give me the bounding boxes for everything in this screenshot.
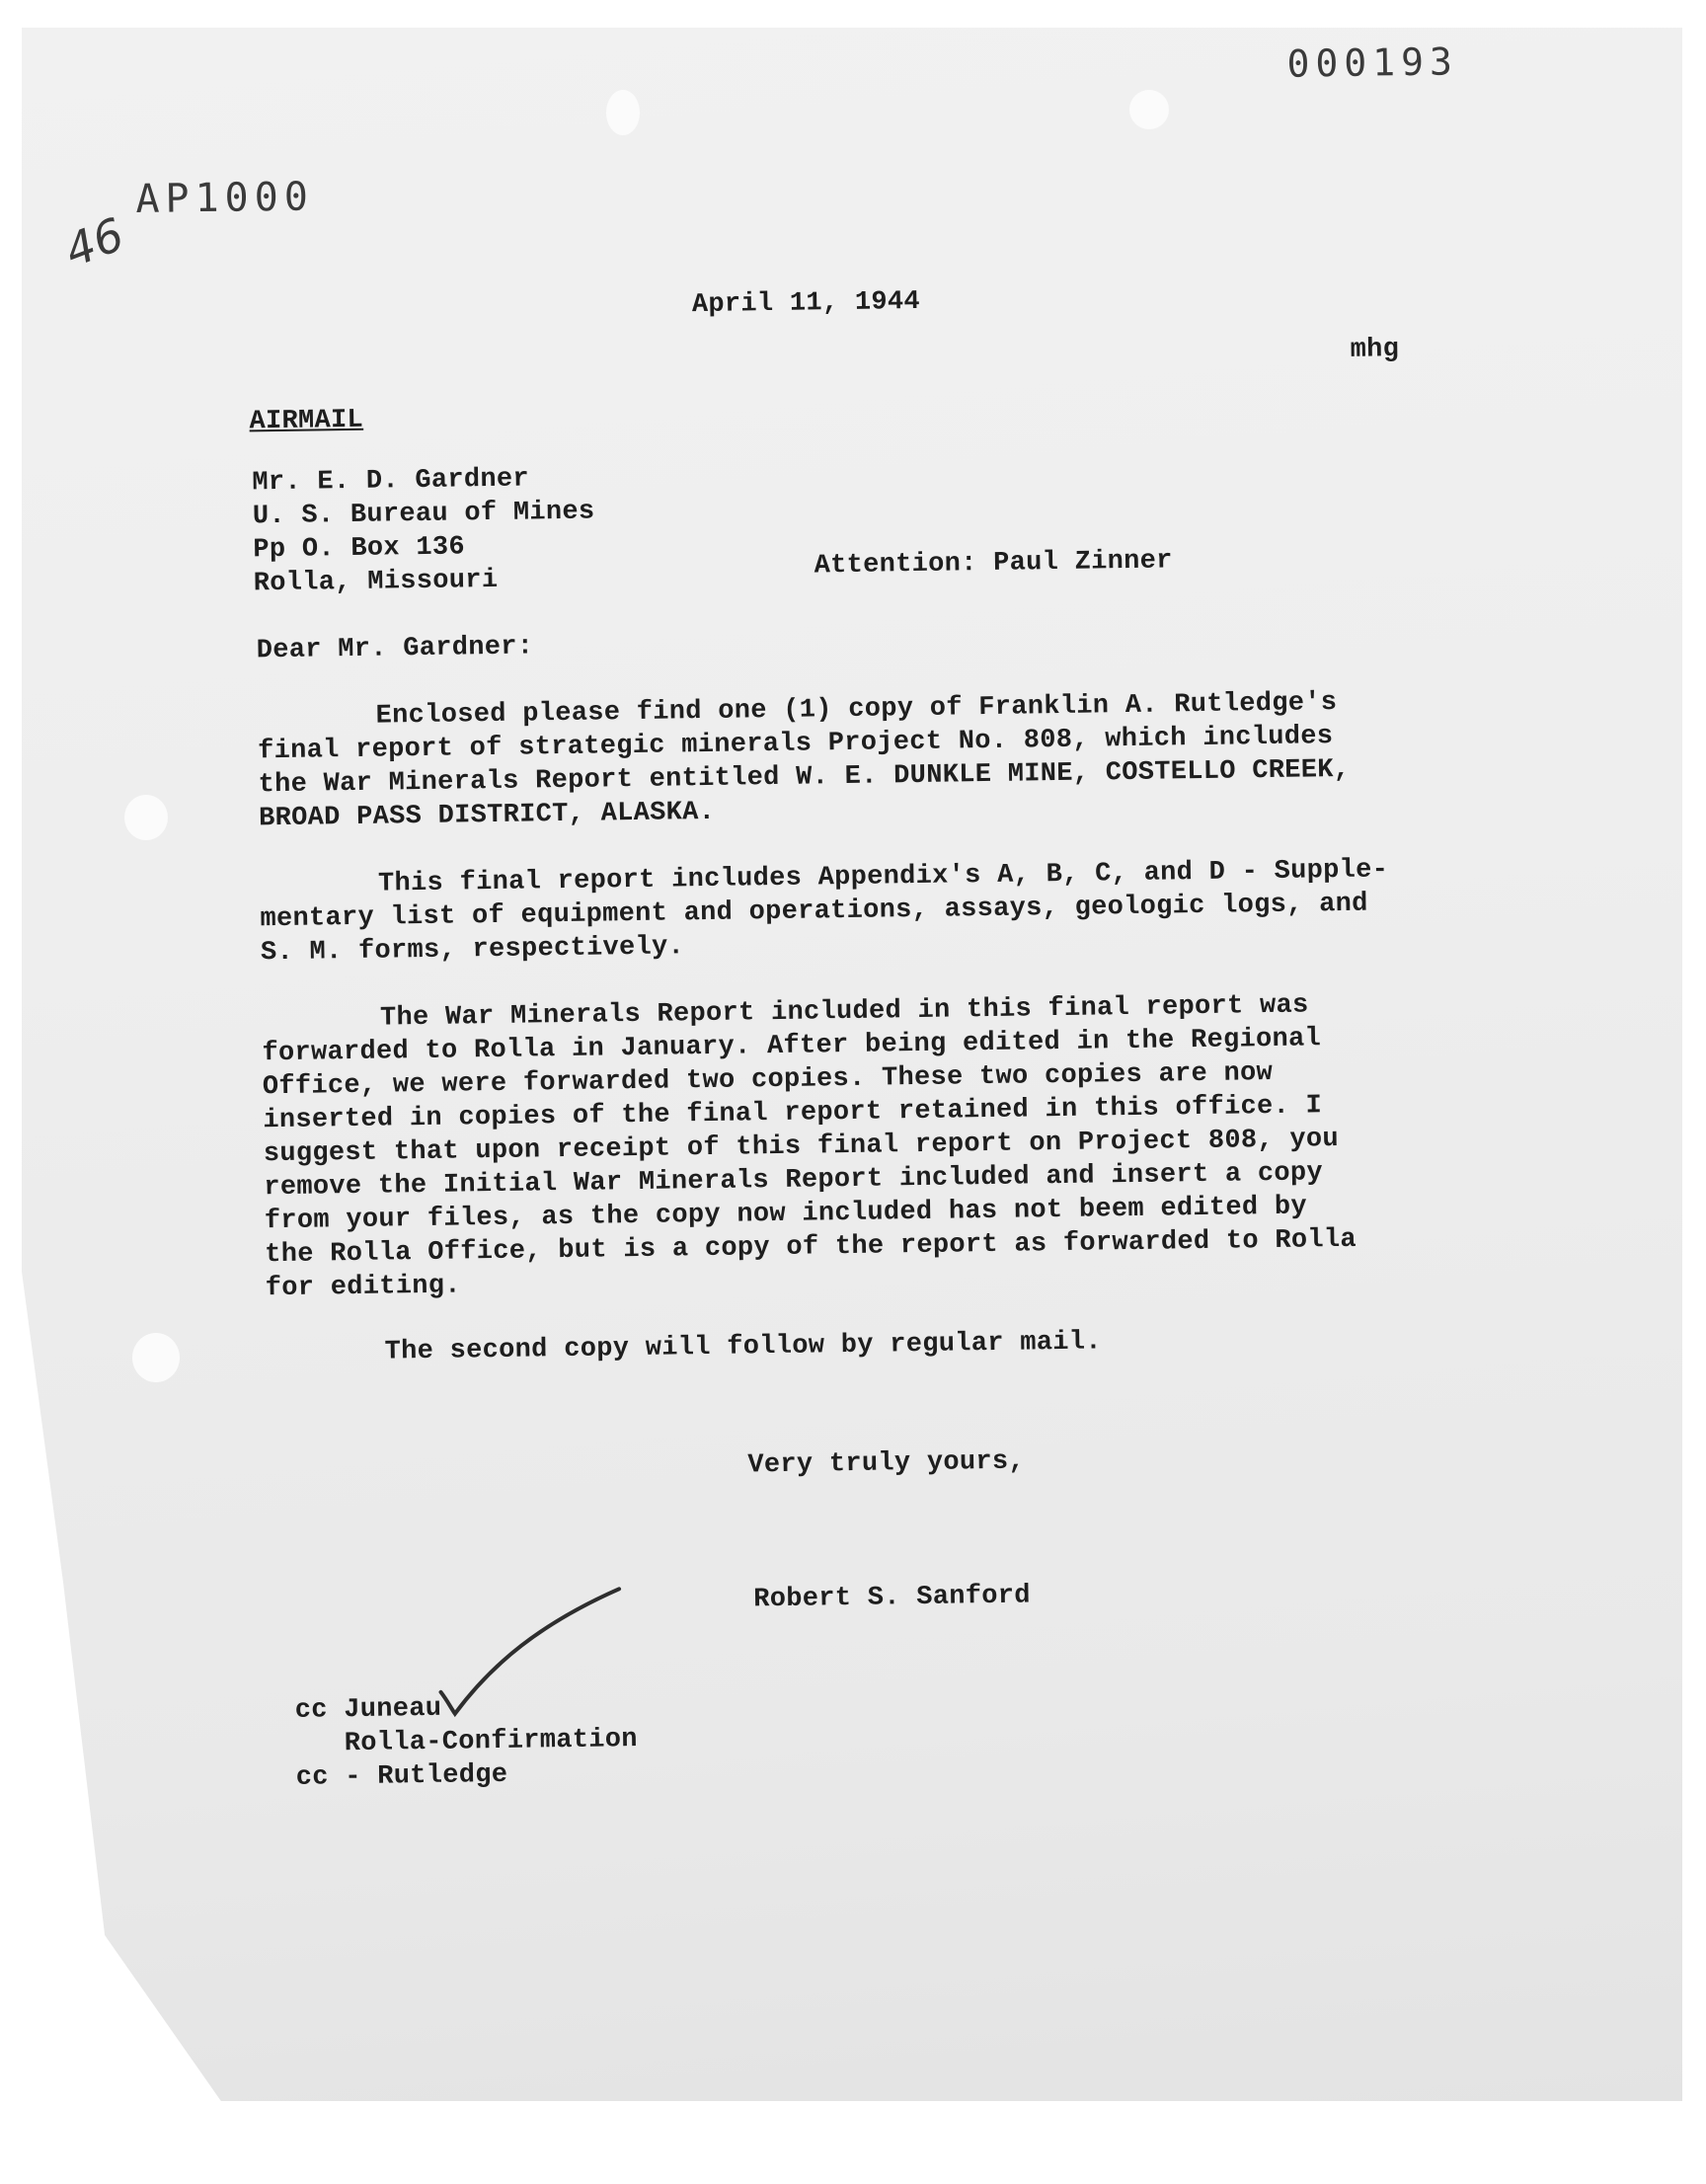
cc-line: cc - Rutledge [295,1759,508,1793]
recipient-box: Pp O. Box 136 [253,532,466,566]
body-line: This final report includes Appendix's A, B, C, and D - Supple- [377,855,1389,899]
recipient-organization: U. S. Bureau of Mines [252,497,595,532]
body-line: mentary list of equipment and operations, assays, geologic logs, and [260,889,1368,935]
file-code-stamp: AP1000 [135,174,315,222]
salutation: Dear Mr. Gardner: [256,632,534,666]
check-mark-icon [431,1583,631,1724]
paragraph-4: The second copy will follow by regular mail. [384,1327,1102,1367]
cc-line: Rolla-Confirmation [295,1725,638,1759]
typist-initials: mhg [1350,335,1400,365]
page-number-stamp: 000193 [1286,39,1459,86]
handwritten-note: 46 [57,206,131,278]
signature-name: Robert S. Sanford [753,1581,1031,1615]
body-line: suggest that upon receipt of this final report on Project 808, you [263,1125,1340,1170]
recipient-city: Rolla, Missouri [253,565,499,599]
body-line: for editing. [265,1271,462,1304]
body-line: forwarded to Rolla in January. After being edited in the Regional [262,1024,1322,1069]
closing: Very truly yours, [747,1446,1026,1481]
delivery-method: AIRMAIL [249,405,364,437]
body-line: BROAD PASS DISTRICT, ALASKA. [258,797,716,834]
body-line: inserted in copies of the final report retained in this office. I [263,1091,1323,1136]
body-line: from your files, as the copy now included has not beem edited by [264,1192,1308,1237]
cc-line: cc Juneau [294,1693,442,1726]
attention-line: Attention: Paul Zinner [814,546,1173,582]
body-line: remove the Initial War Minerals Report included and insert a copy [264,1158,1324,1204]
body-line: final report of strategic minerals Project No. 808, which includes [258,722,1334,767]
body-line: Office, we were forwarded two copies. These two copies are now [262,1058,1274,1103]
body-line: the Rolla Office, but is a copy of the report as forwarded to Rolla [265,1224,1357,1271]
body-line: Enclosed please find one (1) copy of Franklin A. Rutledge's [375,688,1338,732]
body-line: the War Minerals Report entitled W. E. DUNKLE MINE, COSTELLO CREEK, [258,754,1351,801]
letter-date: April 11, 1944 [691,286,921,321]
body-line: The War Minerals Report included in this final report was [379,990,1309,1034]
recipient-name: Mr. E. D. Gardner [252,464,530,499]
body-line: S. M. forms, respectively. [260,932,685,969]
